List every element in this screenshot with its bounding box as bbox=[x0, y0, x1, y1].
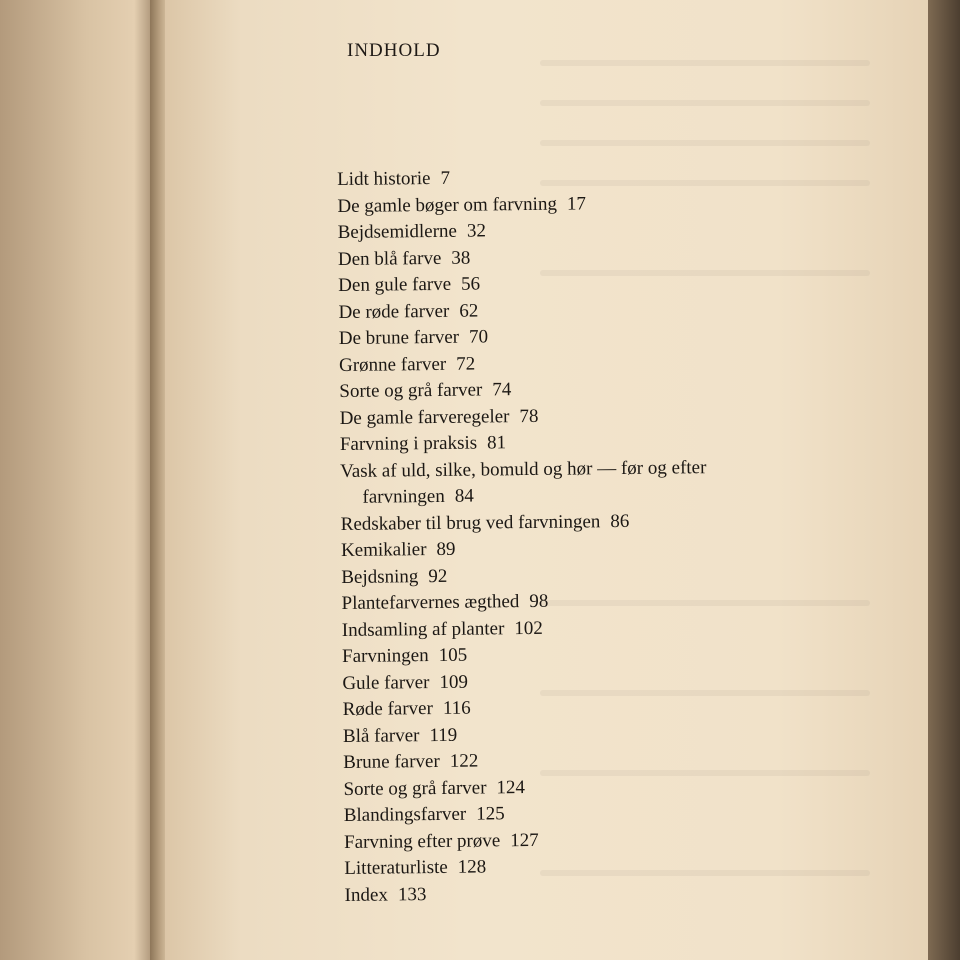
toc-entry bbox=[344, 877, 864, 909]
toc-entry-title: Grønne farver bbox=[338, 353, 447, 376]
toc-entry-title: Gule farver bbox=[342, 671, 430, 694]
toc-entry-page: 105 bbox=[438, 644, 468, 666]
show-through-text bbox=[540, 140, 870, 146]
toc-entry-page: 32 bbox=[466, 220, 487, 242]
toc-entry-page: 125 bbox=[476, 803, 505, 825]
toc-entry-title: Sorte og grå farver bbox=[339, 379, 483, 402]
toc-entry-title: Sorte og grå farver bbox=[343, 776, 487, 800]
toc-entry-page: 124 bbox=[496, 776, 526, 798]
toc-entry-title: Vask af uld, silke, bomuld og hør — før og efter bbox=[340, 456, 707, 482]
toc-entry-title: Indsamling af planter bbox=[341, 617, 505, 641]
toc-entry-page: 109 bbox=[439, 671, 469, 693]
toc-entry-page: 84 bbox=[454, 485, 474, 507]
table-of-contents bbox=[337, 162, 865, 909]
toc-entry-page: 127 bbox=[510, 829, 539, 851]
toc-entry-title: De røde farver bbox=[338, 300, 450, 323]
toc-entry-title: De gamle farveregeler bbox=[339, 405, 510, 429]
toc-entry-page: 62 bbox=[459, 300, 479, 322]
toc-entry-page: 56 bbox=[461, 273, 481, 295]
toc-entry-page: 122 bbox=[449, 750, 479, 772]
toc-entry-title: De brune farver bbox=[338, 326, 460, 349]
toc-entry-title: De gamle bøger om farvning bbox=[337, 193, 557, 217]
left-page bbox=[0, 0, 158, 960]
show-through-text bbox=[540, 60, 870, 66]
toc-entry-page: 17 bbox=[566, 192, 586, 215]
toc-entry-page: 98 bbox=[529, 590, 549, 613]
toc-entry-title: Lidt historie bbox=[337, 168, 431, 190]
toc-entry-title: Brune farver bbox=[343, 750, 440, 773]
toc-entry-page: 72 bbox=[456, 353, 476, 375]
toc-entry-title: Røde farver bbox=[342, 698, 434, 720]
toc-entry-page: 70 bbox=[468, 326, 489, 348]
show-through-text bbox=[540, 100, 870, 106]
toc-entry-title: Redskaber til brug ved farvningen bbox=[340, 510, 601, 535]
toc-entry-title: Farvning i praksis bbox=[339, 432, 478, 455]
toc-entry-title: Index bbox=[344, 884, 388, 906]
toc-entry-title: Farvningen bbox=[342, 645, 429, 667]
toc-entry-page: 7 bbox=[440, 167, 451, 189]
toc-entry-page: 128 bbox=[457, 856, 487, 878]
toc-entry-title: Den gule farve bbox=[338, 273, 452, 296]
toc-entry-page: 86 bbox=[610, 510, 630, 532]
toc-entry-page: 89 bbox=[436, 538, 456, 560]
toc-entry-title: Plantefarvernes ægthed bbox=[341, 591, 520, 614]
toc-entry-title: Blå farver bbox=[342, 724, 420, 747]
toc-entry-page: 133 bbox=[397, 883, 427, 905]
toc-entry-title: farvningen bbox=[362, 485, 445, 508]
toc-entry-title: Farvning efter prøve bbox=[343, 829, 501, 853]
page-edge bbox=[928, 0, 960, 960]
toc-entry-title: Bejdsning bbox=[341, 565, 419, 588]
toc-entry-title: Den blå farve bbox=[337, 247, 442, 270]
toc-entry-page: 74 bbox=[492, 379, 512, 401]
toc-entry-title: Bejdsemidlerne bbox=[337, 220, 458, 243]
toc-entry-page: 119 bbox=[429, 724, 458, 746]
page-heading: INDHOLD bbox=[347, 40, 441, 61]
toc-entry-page: 92 bbox=[428, 565, 448, 587]
toc-entry-page: 102 bbox=[514, 617, 543, 639]
toc-entry-title: Kemikalier bbox=[340, 539, 427, 561]
toc-entry-page: 78 bbox=[519, 405, 539, 427]
toc-entry-page: 38 bbox=[451, 247, 471, 269]
toc-entry-title: Blandingsfarver bbox=[343, 803, 467, 826]
toc-entry-title: Litteraturliste bbox=[344, 856, 448, 879]
toc-entry-page: 81 bbox=[487, 432, 507, 454]
toc-entry-page: 116 bbox=[442, 697, 471, 719]
